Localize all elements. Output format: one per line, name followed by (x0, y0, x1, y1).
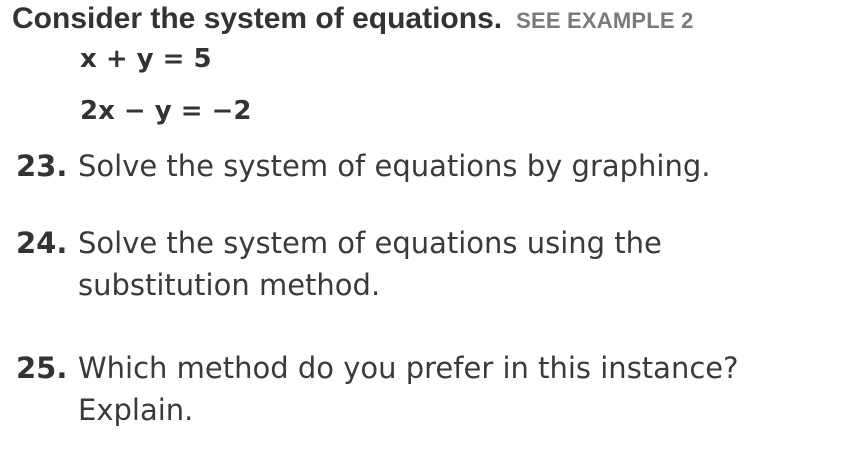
problem-number: 23. (16, 149, 68, 183)
problem-text: Solve the system of equations using the (78, 226, 662, 260)
problem-text: Which method do you prefer in this instance? (78, 351, 739, 385)
problem-number: 24. (16, 226, 68, 260)
problem-25 (16, 347, 836, 431)
see-example-reference: SEE EXAMPLE 2 (516, 8, 694, 33)
exercise-instruction: Consider the system of equations. (12, 2, 503, 35)
problem-text: Solve the system of equations by graphing. (78, 149, 711, 183)
equation-2: 2x − y = −2 (80, 96, 252, 126)
exercise-header (12, 0, 694, 42)
problem-text-continued: Explain. (78, 393, 194, 427)
problem-24 (16, 222, 836, 306)
problem-text-continued: substitution method. (78, 268, 381, 302)
equation-1: x + y = 5 (80, 44, 212, 74)
problem-23 (16, 145, 836, 187)
problem-number: 25. (16, 351, 68, 385)
